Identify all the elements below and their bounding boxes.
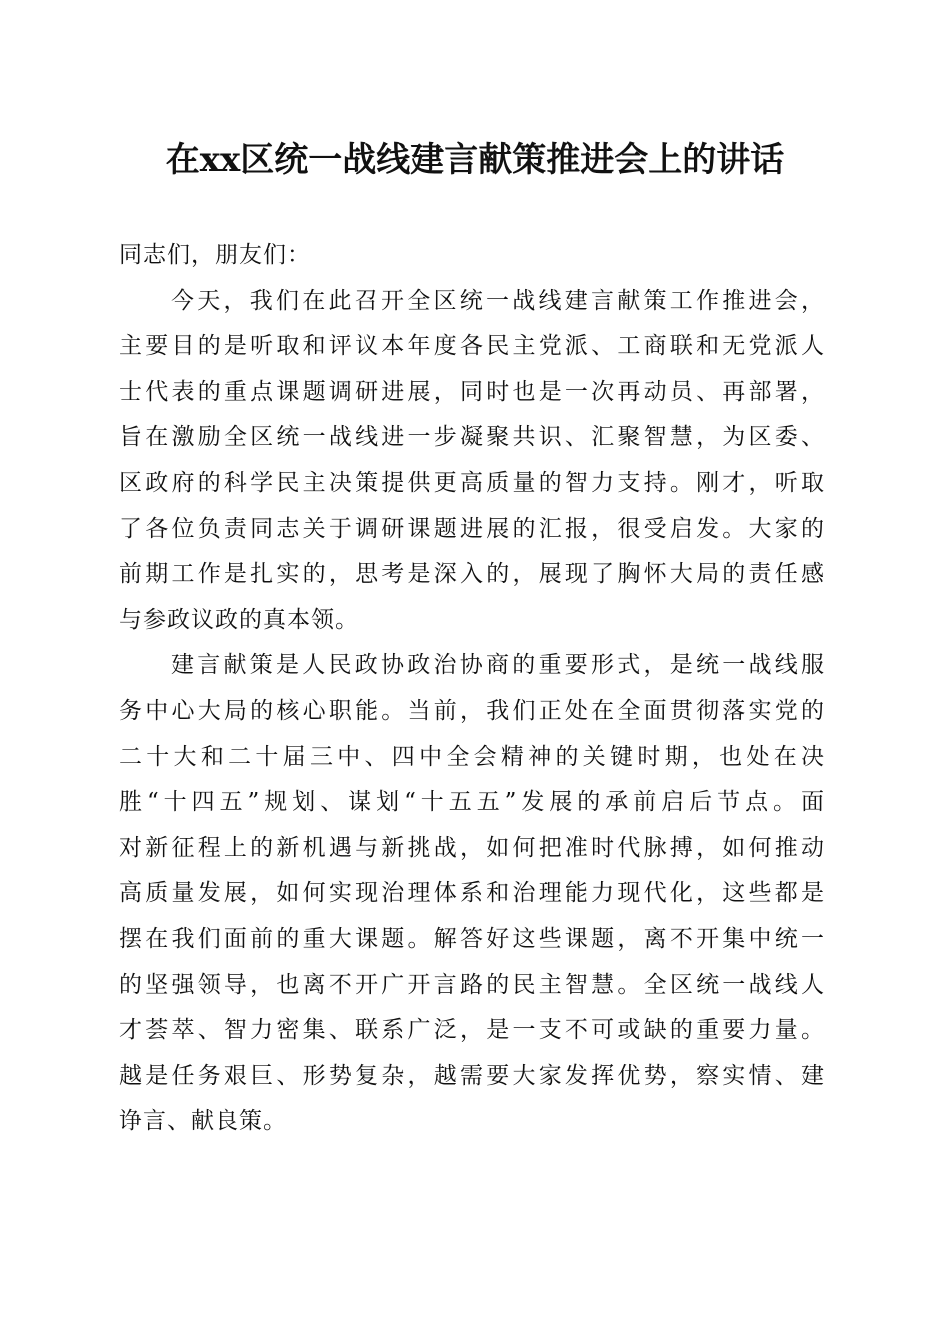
paragraph-line: 摆在我们面前的重大课题。解答好这些课题，离不开集中统一 xyxy=(119,925,825,952)
paragraph-line: 诤言、献良策。 xyxy=(119,1108,287,1135)
paragraph-line: 高质量发展，如何实现治理体系和治理能力现代化，这些都是 xyxy=(119,880,825,907)
paragraph-1 xyxy=(119,279,825,644)
paragraph-line: 旨在激励全区统一战线进一步凝聚共识、汇聚智慧，为区委、 xyxy=(119,424,825,451)
paragraph-line: 今天，我们在此召开全区统一战线建言献策工作推进会， xyxy=(171,287,825,314)
paragraph-line: 士代表的重点课题调研进展，同时也是一次再动员、再部署， xyxy=(119,378,825,405)
paragraph-line: 与参政议政的真本领。 xyxy=(119,606,359,633)
paragraph-line: 建言献策是人民政协政治协商的重要形式，是统一战线服 xyxy=(171,652,825,679)
paragraph-2 xyxy=(119,643,825,1145)
paragraph-line: 前期工作是扎实的，思考是深入的，展现了胸怀大局的责任感 xyxy=(119,561,825,588)
paragraph-line: 越是任务艰巨、形势复杂，越需要大家发挥优势，察实情、建 xyxy=(119,1062,825,1089)
greeting-line: 同志们，朋友们： xyxy=(119,242,311,268)
paragraph-line: 才荟萃、智力密集、联系广泛，是一支不可或缺的重要力量。 xyxy=(119,1017,825,1044)
paragraph-line: 主要目的是听取和评议本年度各民主党派、工商联和无党派人 xyxy=(119,333,825,360)
paragraph-line: 对新征程上的新机遇与新挑战，如何把准时代脉搏，如何推动 xyxy=(119,834,825,861)
paragraph-line: 了各位负责同志关于调研课题进展的汇报，很受启发。大家的 xyxy=(119,515,825,542)
paragraph-line: 务中心大局的核心职能。当前，我们正处在全面贯彻落实党的 xyxy=(119,697,825,724)
paragraph-line: 二十大和二十届三中、四中全会精神的关键时期，也处在决 xyxy=(119,743,825,770)
paragraph-line: 区政府的科学民主决策提供更高质量的智力支持。刚才，听取 xyxy=(119,469,825,496)
paragraph-line: 胜“十四五”规划、谋划“十五五”发展的承前启后节点。面 xyxy=(119,789,825,816)
paragraph-line: 的坚强领导，也离不开广开言路的民主智慧。全区统一战线人 xyxy=(119,971,825,998)
document-title: 在xx区统一战线建言献策推进会上的讲话 xyxy=(165,140,785,180)
document-body xyxy=(119,233,825,1145)
